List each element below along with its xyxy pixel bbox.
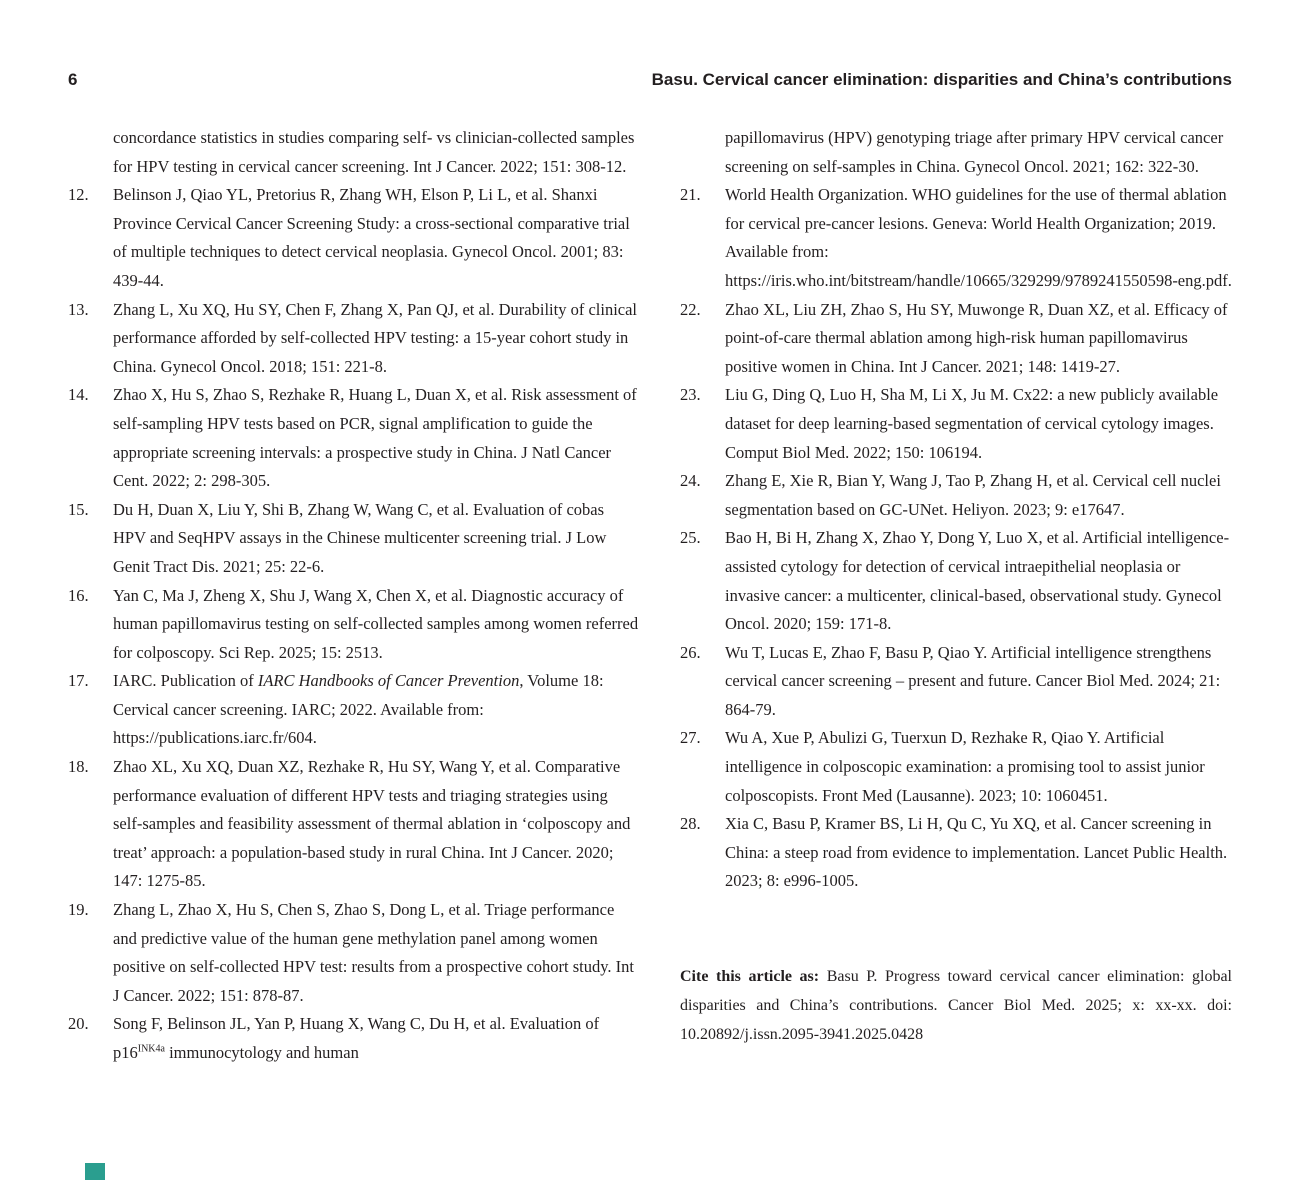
reference-number: 18.: [68, 757, 89, 777]
reference-number: [680, 124, 725, 181]
page-number: 6: [68, 70, 78, 89]
reference-text: IARC. Publication of IARC Handbooks of Cancer Prevention, Volume 18: Cervical cancer screening. IARC; 2022. Available from: https://publications.iarc.fr/604.: [113, 671, 604, 748]
reference-number: 19.: [68, 900, 89, 920]
reference-continuation: [68, 124, 640, 181]
reference-list-right-wrap: [680, 124, 1232, 1068]
reference-number: 26.: [680, 642, 701, 662]
reference-text: Wu T, Lucas E, Zhao F, Basu P, Qiao Y. Artificial intelligence strengthens cervical cancer screening – present and future. Cancer Biol Med. 2024; 21: 864-79.: [725, 642, 1221, 719]
reference-item: [680, 724, 1232, 810]
reference-number: 21.: [680, 185, 701, 205]
reference-item: [68, 296, 640, 382]
reference-text: Xia C, Basu P, Kramer BS, Li H, Qu C, Yu XQ, et al. Cancer screening in China: a steep road from evidence to implementation. Lancet Public Health. 2023; 8: e996-1005.: [725, 814, 1228, 891]
reference-item: [680, 381, 1232, 467]
reference-text: Zhang E, Xie R, Bian Y, Wang J, Tao P, Zhang H, et al. Cervical cell nuclei segmentation based on GC-UNet. Heliyon. 2023; 9: e17647.: [725, 471, 1221, 519]
reference-text: Liu G, Ding Q, Luo H, Sha M, Li X, Ju M. Cx22: a new publicly available dataset for deep learning-based segmentation of cervical cytology images. Comput Biol Med. 2022; 150: 106194.: [725, 385, 1219, 462]
reference-text: Zhang L, Xu XQ, Hu SY, Chen F, Zhang X, Pan QJ, et al. Durability of clinical performance afforded by self-collected HPV testing: a 15-year cohort study in China. Gynecol Oncol. 2018; 151: 221-8.: [113, 299, 638, 376]
reference-item: [68, 582, 640, 668]
reference-item: [680, 810, 1232, 896]
reference-text: Bao H, Bi H, Zhang X, Zhao Y, Dong Y, Luo X, et al. Artificial intelligence-assisted cytology for detection of cervical intraepithelial neoplasia or invasive cancer: a multicenter, clinical-based, observational study. Gynecol Oncol. 2020; 159: 171-8.: [725, 528, 1230, 634]
reference-number: 28.: [680, 814, 701, 834]
reference-number: 16.: [68, 585, 89, 605]
reference-number: 20.: [68, 1014, 89, 1034]
reference-number: 25.: [680, 528, 701, 548]
reference-item: [68, 753, 640, 896]
citation-box: [680, 962, 1232, 1049]
reference-item: [680, 639, 1232, 725]
reference-text: papillomavirus (HPV) genotyping triage after primary HPV cervical cancer screening on self-samples in China. Gynecol Oncol. 2021; 162: 322-30.: [725, 128, 1224, 176]
page-header: [0, 0, 1314, 90]
reference-item: [68, 896, 640, 1010]
reference-item: [68, 381, 640, 495]
reference-text: Zhao XL, Xu XQ, Duan XZ, Rezhake R, Hu SY, Wang Y, et al. Comparative performance evaluation of different HPV tests and triaging strategies using self-samples and feasibility assessment of thermal ablation in ‘colposcopy and treat’ approach: a population-based study in rural China. Int J Cancer. 2020; 147: 1275-85.: [113, 757, 631, 891]
reference-number: 24.: [680, 471, 701, 491]
reference-item: [680, 181, 1232, 295]
reference-item: [680, 524, 1232, 638]
running-title: Basu. Cervical cancer elimination: disparities and China’s contributions: [651, 70, 1232, 89]
reference-item: [680, 467, 1232, 524]
reference-item: [68, 496, 640, 582]
reference-text: Du H, Duan X, Liu Y, Shi B, Zhang W, Wang C, et al. Evaluation of cobas HPV and SeqHPV assays in the Chinese multicenter screening trial. J Low Genit Tract Dis. 2021; 25: 22-6.: [113, 499, 607, 576]
reference-text: Yan C, Ma J, Zheng X, Shu J, Wang X, Chen X, et al. Diagnostic accuracy of human papillomavirus testing on self-collected samples among women referred for colposcopy. Sci Rep. 2025; 15: 2513.: [113, 585, 639, 662]
reference-text: Wu A, Xue P, Abulizi G, Tuerxun D, Rezhake R, Qiao Y. Artificial intelligence in colposcopic examination: a promising tool to assist junior colposcopists. Front Med (Lausanne). 2023; 10: 1060451.: [725, 728, 1205, 805]
reference-columns: [0, 124, 1314, 1068]
reference-number: 22.: [680, 299, 701, 319]
reference-number: 14.: [68, 385, 89, 405]
reference-item: [68, 667, 640, 753]
reference-item: [680, 296, 1232, 382]
reference-number: 27.: [680, 728, 701, 748]
reference-item: [68, 181, 640, 295]
reference-number: 15.: [68, 499, 89, 519]
reference-text: Zhang L, Zhao X, Hu S, Chen S, Zhao S, Dong L, et al. Triage performance and predictive value of the human gene methylation panel among women positive on self-collected HPV test: results from a prospective cohort study. Int J Cancer. 2022; 151: 878-87.: [113, 900, 635, 1005]
reference-number: 12.: [68, 185, 89, 205]
reference-continuation: [680, 124, 1232, 181]
reference-list-right: [680, 124, 1232, 896]
reference-item: [68, 1010, 640, 1067]
reference-number: 23.: [680, 385, 701, 405]
reference-text: World Health Organization. WHO guidelines for the use of thermal ablation for cervical pre-cancer lesions. Geneva: World Health Organization; 2019. Available from: https://iris.who.int/bitstream/handle/10665/329299/9789241550598-eng.pdf.: [725, 185, 1232, 290]
page-corner-marker: [85, 1163, 105, 1180]
citation-text: Basu P. Progress toward cervical cancer elimination: global disparities and China’s contributions. Cancer Biol Med. 2025; x: xx-xx. doi: 10.20892/j.issn.2095-3941.2025.0428: [680, 968, 1233, 1044]
reference-list-left: [68, 124, 640, 1068]
reference-number: 17.: [68, 671, 89, 691]
reference-text: Zhao XL, Liu ZH, Zhao S, Hu SY, Muwonge R, Duan XZ, et al. Efficacy of point-of-care thermal ablation among high-risk human papillomavirus positive women in China. Int J Cancer. 2021; 148: 1419-27.: [725, 299, 1228, 376]
reference-number: [68, 124, 113, 181]
reference-text: Belinson J, Qiao YL, Pretorius R, Zhang WH, Elson P, Li L, et al. Shanxi Province Cervical Cancer Screening Study: a cross-sectional comparative trial of multiple techniques to detect cervical neoplasia. Gynecol Oncol. 2001; 83: 439-44.: [113, 185, 630, 290]
reference-text: Song F, Belinson JL, Yan P, Huang X, Wang C, Du H, et al. Evaluation of $p16^{INK4a}$ immunocytology and human: [113, 1014, 600, 1062]
citation-label: Cite this article as:: [680, 968, 827, 986]
reference-text: concordance statistics in studies comparing self- vs clinician-collected samples for HPV testing in cervical cancer screening. Int J Cancer. 2022; 151: 308-12.: [113, 128, 635, 176]
reference-text: Zhao X, Hu S, Zhao S, Rezhake R, Huang L, Duan X, et al. Risk assessment of self-sampling HPV tests based on PCR, signal amplification to guide the appropriate screening intervals: a prospective study in China. J Natl Cancer Cent. 2022; 2: 298-305.: [113, 385, 637, 491]
reference-number: 13.: [68, 299, 89, 319]
